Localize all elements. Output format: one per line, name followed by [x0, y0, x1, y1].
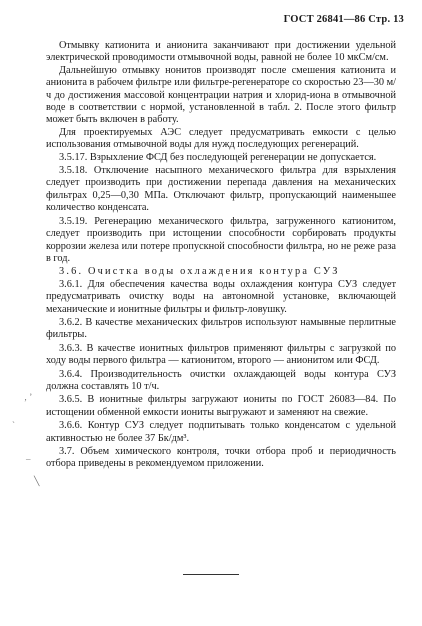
- paragraph: Дальнейшую отмывку нонитов производят после смешения катионита и анионита в рабочем фильтре или фильтре-регенераторе со скоростью 23—30 м/ч до достижения массовой концентрации натрия и хлорид-иона в отмывочной воде в соответствии с нормой, установленной в табл. 2. После этого фильтр может быть включен в работу.: [46, 64, 396, 126]
- page-header: ГОСТ 26841—86 Стр. 13: [283, 14, 404, 25]
- paragraph: 3.7. Объем химического контроля, точки отбора проб и периодичность отбора приведены в рекомендуемом приложении.: [46, 446, 396, 470]
- paragraph: 3.5.17. Взрыхление ФСД без последующей регенерации не допускается.: [59, 151, 377, 163]
- body-text: [46, 40, 396, 471]
- paragraph: Отмывку катионита и анионита заканчивают при достижении удельной электрической проводимости отмывочной воды, равной не более 10 мкСм/см.: [46, 40, 396, 64]
- paragraph: 3.5.19. Регенерацию механического фильтра, загруженного катионитом, следует производить при истощении способности сорбировать продукты коррозии железа или потере пропускной способности фильтра, но не реже раза в год.: [46, 215, 396, 264]
- paragraph: 3.6.2. В качестве механических фильтров используют намывные перлитные фильтры.: [46, 316, 396, 341]
- paragraph: Для проектируемых АЭС следует предусматривать емкости с целью использования отмывочной воды для нужд последующих регенераций.: [46, 126, 396, 151]
- paragraph: 3.5.18. Отключение насыпного механического фильтра для взрыхления следует производить при достижении перепада давления на механических фильтрах 0,25—0,30 МПа. Отключают фильтр, пропускающий наименьшее количество конденсата.: [46, 165, 396, 214]
- margin-marks: ‚ ’ ` – ╲: [12, 392, 40, 486]
- paragraph: 3.6.5. В ионитные фильтры загружают иониты по ГОСТ 26083—84. По истощении обменной емкости иониты выгружают и заменяют на свежие.: [46, 394, 396, 418]
- paragraph: 3.6.1. Для обеспечения качества воды охлаждения контура СУЗ следует предусматривать очистку воды на автономной установке, включающей механические и ионитные фильтры и фильтр-ловушку.: [46, 278, 396, 315]
- paragraph: 3.6.6. Контур СУЗ следует подпитывать только конденсатом с удельной активностью не более 37 Бк/дм³.: [46, 420, 396, 444]
- paragraph: 3.6.4. Производительность очистки охлаждающей воды контура СУЗ должна составлять 10 т/ч.: [46, 368, 396, 392]
- footer-divider: [183, 574, 239, 575]
- paragraph: 3.6.3. В качестве ионитных фильтров применяют фильтры с загрузкой по ходу воды первого фильтра — катионитом, второго — анионитом или ФСД.: [46, 342, 396, 367]
- section-heading: 3.6. Очистка воды охлаждения контура СУЗ: [59, 266, 340, 278]
